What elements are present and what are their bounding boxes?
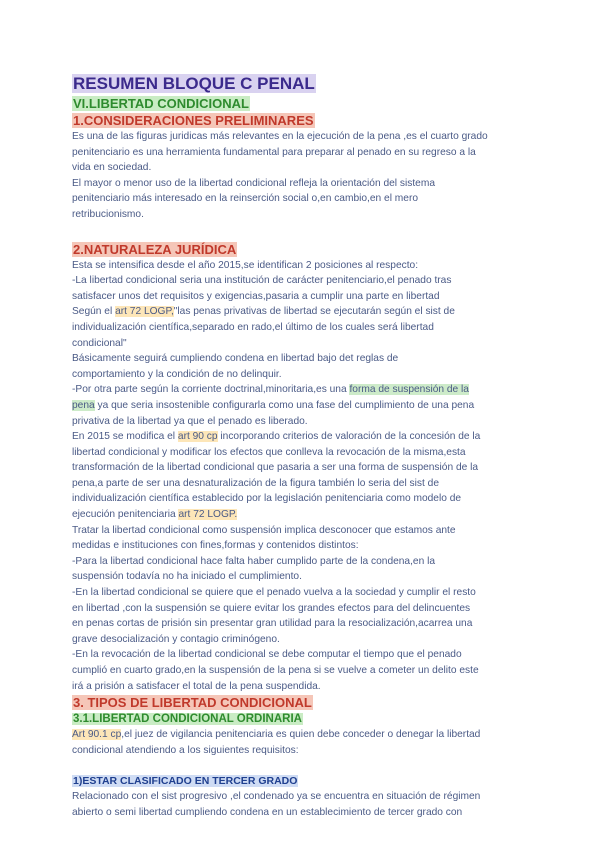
paragraph-line: -En la revocación de la libertad condicional se debe computar el tiempo que el penado (72, 649, 462, 661)
paragraph-line: libertad condicional y modificar los efectos que conlleva la revocación de la misma,esta (72, 446, 466, 458)
paragraph-line (72, 429, 532, 445)
paragraph-line: suspensión todavía no ha iniciado el cumplimiento. (72, 571, 302, 583)
paragraph-line (72, 382, 532, 398)
text-run: ya que seria insostenible configurarla como una fase del cumplimiento de una pena (94, 399, 475, 411)
text-run: ,el juez de vigilancia penitenciaria es quien debe conceder o denegar la libertad (121, 729, 481, 741)
highlight-key-concept: forma de suspensión de la (349, 384, 469, 396)
paragraph-line: privativa de la libertad ya que el penado es liberado. (72, 415, 308, 427)
paragraph-line: abierto o semi libertad cumpliendo condena en un establecimiento de tercer grado con (72, 806, 463, 818)
paragraph-line: condicional atendiendo a los siguientes requisitos: (72, 744, 299, 756)
paragraph-line: individualización científica establecido por la legislación penitenciaria como modelo de (72, 493, 462, 505)
spacer (72, 758, 532, 774)
paragraph-line (72, 398, 532, 414)
paragraph-line: irá a prisión a satisfacer el total de la pena suspendida. (72, 680, 321, 692)
paragraph-line: -En la libertad condicional se quiere que el penado vuelva a la sociedad y cumplir el resto (72, 587, 476, 599)
text-run: incorporando criterios de valoración de la concesión de la (217, 431, 481, 443)
highlight-key-concept: pena (72, 399, 95, 411)
paragraph-line: medidas e instituciones con fines,formas y contenidos distintos: (72, 540, 359, 552)
document-title: RESUMEN BLOQUE C PENAL (73, 74, 315, 93)
paragraph-line: retribucionismo. (72, 208, 144, 220)
text-run: En 2015 se modifica el (72, 431, 178, 443)
document-content (72, 73, 532, 821)
section-heading-2: 2.NATURALEZA JURÍDICA (73, 241, 237, 257)
paragraph-line: Es una de las figuras juridicas más relevantes en la ejecución de la pena ,es el cuarto grado (72, 131, 488, 142)
requirement-heading-1: 1)ESTAR CLASIFICADO EN TERCER GRADO (73, 775, 298, 788)
paragraph-line: en penas cortas de prisión sin presentar gran utilidad para la resocialización,acarrea una (72, 618, 473, 630)
paragraph-line: Tratar la libertad condicional como suspensión implica desconocer que estamos ante (72, 524, 456, 536)
section-heading-1: 1.CONSIDERACIONES PRELIMINARES (73, 113, 314, 128)
paragraph-line: vida en sociedad. (72, 162, 152, 174)
text-run: ejecución penitenciaria (72, 509, 179, 521)
subsection-heading-3-1: 3.1.LIBERTAD CONDICIONAL ORDINARIA (73, 713, 302, 726)
paragraph-line: Relacionado con el sist progresivo ,el condenado ya se encuentra en situación de régimen (72, 791, 481, 803)
paragraph-line: El mayor o menor uso de la libertad condicional refleja la orientación del sistema (72, 177, 435, 189)
paragraph-line: Básicamente seguirá cumpliendo condena en libertad bajo det reglas de (72, 353, 399, 365)
section-heading-3: 3. TIPOS DE LIBERTAD CONDICIONAL (73, 695, 312, 711)
paragraph-line: condicional" (72, 337, 127, 349)
paragraph-line (72, 507, 532, 523)
paragraph-line: satisfacer unos det requisitos y exigencias,pasaria a cumplir una parte en libertad (72, 290, 440, 302)
text-run: -Por otra parte según la corriente doctrinal,minoritaria,es una (72, 384, 350, 396)
paragraph-line (72, 304, 532, 320)
paragraph-line: comportamiento y la condición de no delinquir. (72, 368, 282, 380)
paragraph-line: Esta se intensifica desde el año 2015,se identifican 2 posiciones al respecto: (72, 259, 419, 271)
section-heading-vi: VI.LIBERTAD CONDICIONAL (73, 96, 249, 111)
spacer (72, 223, 532, 241)
paragraph-line: penitenciario más interesado en la reinserción social o,en cambio,en el mero (72, 193, 418, 205)
paragraph-line: -La libertad condicional seria una institución de carácter penitenciario,el penado tras (72, 275, 452, 287)
highlight-legal-reference: art 72 LOGP. (178, 509, 238, 521)
paragraph-line: -Para la libertad condicional hace falta haber cumplido parte de la condena,en la (72, 555, 436, 567)
text-run: Según el (72, 306, 116, 318)
highlight-legal-reference: Art 90.1 cp (72, 729, 122, 741)
paragraph-line: en libertad ,con la suspensión se quiere evitar los grandes efectos para del delincuentes (72, 602, 471, 614)
highlight-legal-reference: art 90 cp (177, 431, 218, 443)
paragraph-line: transformación de la libertad condicional que pasaria a ser una forma de suspensión de la (72, 462, 479, 474)
paragraph-line: penitenciario es una herramienta fundamental para preparar al penado en su regreso a la (72, 146, 476, 158)
paragraph-line: grave desocialización y contagio criminógeno. (72, 633, 280, 645)
paragraph-line: cumplió en cuarto grado,en la suspensión de la pena si se vuelve a cometer un delito este (72, 665, 479, 676)
highlight-legal-reference: art 72 LOGP, (115, 306, 174, 318)
text-run: "las penas privativas de libertad se ejecutarán según el sist de (173, 306, 455, 318)
paragraph-line: pena,a parte de ser una desnaturalización de la figura también lo seria del sist de (72, 477, 439, 489)
paragraph-line: individualización científica,separado en rado,el último de los cuales será libertad (72, 321, 434, 333)
paragraph-line (72, 727, 532, 743)
